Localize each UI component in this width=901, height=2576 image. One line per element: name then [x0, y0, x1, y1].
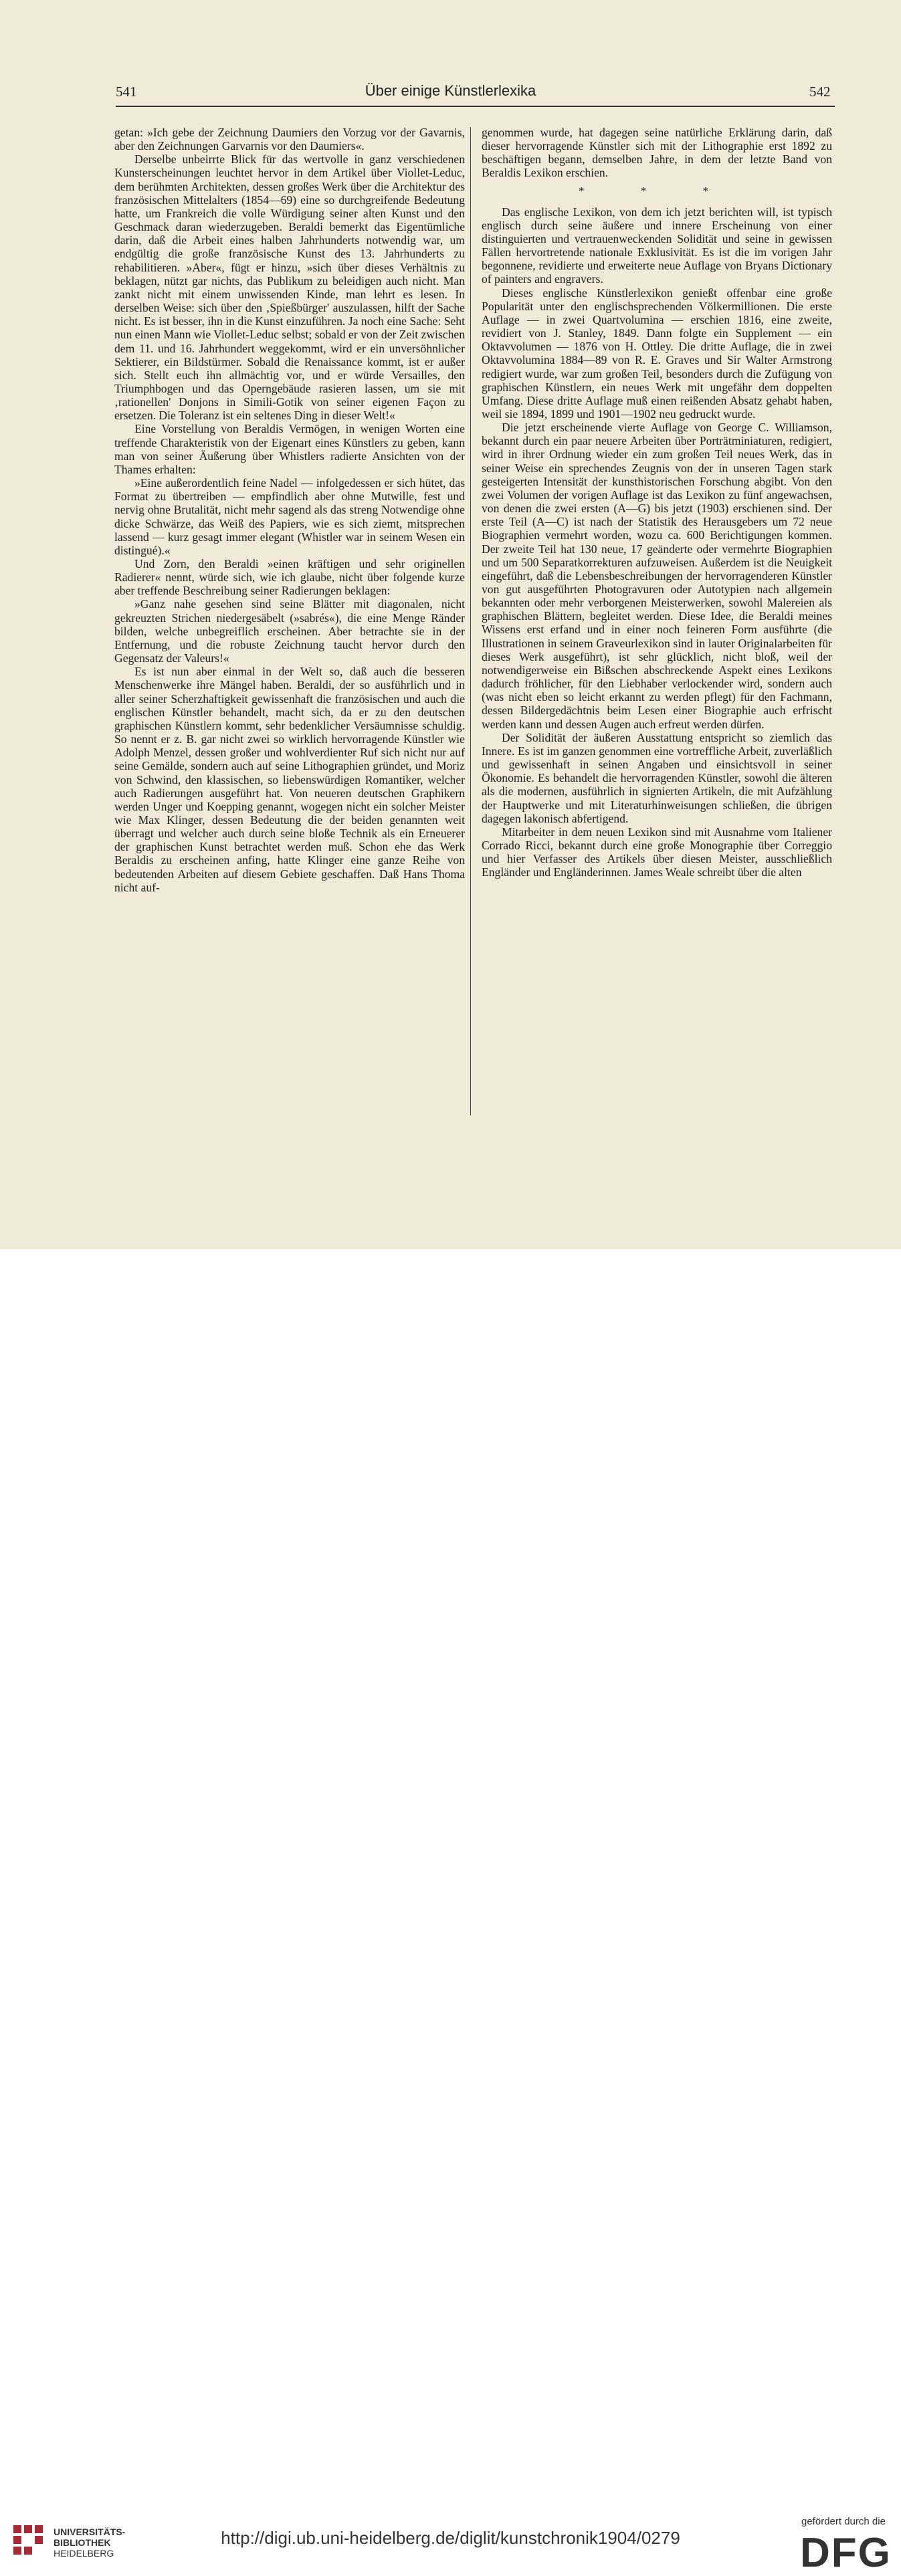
- page-number-left: 541: [116, 84, 137, 100]
- quote-paragraph: »Ganz nahe gesehen sind seine Blätter mit diagonalen, nicht gekreuzten Strichen niedergesäbelt (»sabrés«), die eine Menge Ränder bilden, welche unbegreiflich erscheinen. Aber betrachte sie in der Entfernung, und die robuste Zeichnung taucht hervor durch den Gegensatz der Valeurs!«: [114, 597, 465, 665]
- library-name-line: UNIVERSITÄTS-: [54, 2527, 126, 2537]
- paragraph: Es ist nun aber einmal in der Welt so, daß auch die besseren Menschenwerke ihre Mängel haben. Beraldi, der so ausführlich und in aller seiner Scherzhaftigkeit gewissenhaft die französischen und auch die englischen Künstler behandelt, macht sich, da er zu den deutschen graphischen Künstlern kommt, sehr bedenklicher Versäumnisse schuldig. So nennt er z. B. gar nicht zwei so wirklich hervorragende Künstler wie Adolph Menzel, dessen großer und wohlverdienter Ruf sich nicht nur auf seine Gemälde, sondern auch auf seine Lithographien gründet, und Moriz von Schwind, den klassischen, so liebenswürdigen Romantiker, welcher auch Radierungen ausgeführt hat. Von neueren deutschen Graphikern werden Unger und Koepping genannt, wogegen nicht ein solcher Meister wie Max Klinger, dessen Bedeutung die der beiden genannten weit überragt und welcher auch durch seine bloße Technik als ein Erneuerer der graphischen Kunst betrachtet werden muß. Schon ehe das Werk Beraldis zu erscheinen anfing, hatte Klinger eine ganze Reihe von bedeutenden Arbeiten auf diesem Gebiete geschaffen. Daß Hans Thoma nicht auf-: [114, 665, 465, 894]
- running-title: Über einige Künstlerlexika: [365, 82, 536, 99]
- paragraph: Derselbe unbeirrte Blick für das wertvolle in ganz verschiedenen Kunsterscheinungen leuchtet hervor in dem Artikel über Viollet-Leduc, dem berühmten Architekten, dessen großes Werk über die Architektur des französischen Mittelalters (1854—69) eine so durchgreifende Bedeutung hatte, um Frankreich die volle Würdigung seiner alten Kunst und den Geschmack daran wiederzugeben. Beraldi bemerkt das Eigentümliche darin, daß die Arbeit eines halben Jahrhunderts notwendig war, um endgültig die große französische Kunst des 13. Jahrhunderts zu rehabilitieren. »Aber«, fügt er hinzu, »sich über dieses Verhältnis zu beklagen, nützt gar nichts, das Publikum zu beleidigen auch nicht. Man zankt nicht mit einem unwissenden Kinde, man lehrt es lesen. In derselben Weise: sich über den ‚Spießbürger' auszulassen, hilft der Sache nicht. Es ist besser, ihn in die Kunst einzuführen. Ja noch eine Sache: Seht nun einen Mann wie Viollet-Leduc selbst; sobald er von der Zeit zwischen dem 11. und 16. Jahrhundert weggekommt, wird er ein unversöhnlicher Sektierer, ein Bildstürmer. Sobald die Renaissance kommt, ist er außer sich. Stellt euch ihn allmächtig vor, und er würde Versailles, den Triumphbogen und das Operngebäude rasieren lassen, um sie mit ‚rationellen' Donjons in Simili-Gotik von seiner eigenen Façon zu ersetzen. Die Toleranz ist ein seltenes Ding in dieser Welt!«: [114, 152, 465, 423]
- quote-paragraph: »Eine außerordentlich feine Nadel — infolgedessen er sich hütet, das Format zu übertreiben — empfindlich aber ohne Mutwille, fest und nervig ohne Brutalität, nicht mehr sagend als das streng Notwendige ohne dicke Schwärze, das Weiß des Papiers, wie es sich ziemt, mitsprechen lassend — kurz gesagt immer elegant (Whistler war in seinem Wesen ein distingué).«: [114, 476, 465, 557]
- paragraph: Das englische Lexikon, von dem ich jetzt berichten will, ist typisch englisch durch seine äußere und innere Erscheinung von einer distinguierten und vertrauenweckenden Solidität und seine in gewissen Fällen hervortretende nationale Exklusivität. Es ist die im vorigen Jahr begonnene, revidierte und erweiterte neue Auflage von Bryans Dictionary of painters and engravers.: [482, 205, 832, 286]
- paragraph: genommen wurde, hat dagegen seine natürliche Erklärung darin, daß dieser hervorragende Künstler sich mit der Lithographie erst 1892 zu beschäftigen begann, demselben Jahre, in dem der letzte Band von Beraldis Lexikon erschien.: [482, 126, 832, 180]
- section-separator: * * *: [579, 184, 735, 197]
- source-url-link[interactable]: http://digi.ub.uni-heidelberg.de/diglit/kunstchronik1904/0279: [221, 2528, 680, 2548]
- scanned-page: [0, 0, 901, 1249]
- funding-label: gefördert durch die: [801, 2516, 886, 2527]
- footer-bar: [0, 1249, 901, 2576]
- paragraph: Mitarbeiter in dem neuen Lexikon sind mit Ausnahme vom Italiener Corrado Ricci, bekannt durch eine große Monographie über Correggio und hier Verfasser des Artikels über diesen Meister, ausschließlich Engländer und Engländerinnen. James Weale schreibt über die alten: [482, 825, 832, 879]
- paragraph: Der Solidität der äußeren Ausstattung entspricht so ziemlich das Innere. Es ist im ganzen genommen eine vortreffliche Arbeit, zuverläßlich und gewissenhaft in seinen Angaben und einsichtsvoll in seiner Ökonomie. Es behandelt die hervorragenden Künstler, sowohl die älteren als die modernen, ausführlich in signierten Artikeln, die mit Aufzählung der Hauptwerke und mit Literaturhinweisungen schließen, die übrigen dagegen lakonisch abfertigend.: [482, 730, 832, 825]
- header-rule: [116, 106, 835, 107]
- library-name-line: HEIDELBERG: [54, 2548, 114, 2559]
- paragraph: getan: »Ich gebe der Zeichnung Daumiers den Vorzug vor der Gavarnis, aber den Zeichnungen Garvarnis vor den Daumiers«.: [114, 126, 465, 153]
- column-divider: [470, 127, 471, 1115]
- paragraph: Und Zorn, den Beraldi »einen kräftigen und sehr originellen Radierer« nennt, würde sich, wie ich glaube, nicht über folgende kurze aber treffende Beschreibung seiner Radierungen beklagen:: [114, 557, 465, 598]
- page-number-right: 542: [809, 84, 831, 100]
- dfg-logo: DFG: [800, 2530, 892, 2576]
- paragraph: Die jetzt erscheinende vierte Auflage von George C. Williamson, bekannt durch ein paar neuere Arbeiten über Porträtminiaturen, redigiert, wird in ihrer Ordnung wieder ein zum großen Teil neues Werk, das in seiner Weise ein sprechendes Zeugnis von der in unseren Tagen stark gesteigerten Intensität der kunsthistorischen Forschung abgibt. Von den zwei Volumen der vorigen Auflage ist das Lexikon zu fünf angewachsen, von denen die zwei ersten (A—G) bis jetzt (1903) erschienen sind. Der erste Teil (A—C) ist nach der Statistik des Herausgebers um 72 neue Biographien vermehrt worden, wozu ca. 600 Berichtigungen kommen. Der zweite Teil hat 130 neue, 17 geänderte oder vermehrte Biographien und um 500 Separatkorrekturen aufzuweisen. Außerdem ist die Neuigkeit eingeführt, daß die Lebensbeschreibungen der hervorragenderen Künstler von gut ausgeführten Photogravuren oder Autotypien nach allgemein bekannten oder mehr verborgenen Meisterwerken, sowohl Malereien als graphischen Blättern, begleitet werden. Diese Idee, die Beraldi meines Wissens erst erfand und in einer noch feineren Form ausführte (die Illustrationen in seinem Graveurlexikon sind in lauter Originalarbeiten für dieses Werk ausgeführt), ist sehr glücklich, nicht bloß, weil der notwendigerweise ein Bißschen abschreckende Aspekt eines Lexikons dadurch fröhlicher, für den Liebhaber verlockender wird, sondern auch (was nicht eben so leicht erkannt zu werden pflegt) für den Fachmann, dessen Bildergedächtnis beim Lesen einer Biographie auch erfrischt werden kann und dessen Augen auch erfreut werden dürfen.: [482, 421, 832, 731]
- library-name-line: BIBLIOTHEK: [54, 2537, 111, 2548]
- paragraph: Eine Vorstellung von Beraldis Vermögen, in wenigen Worten eine treffende Charakteristik von der Eigenart eines Künstlers zu geben, kann man von seiner Äußerung über Whistlers radierte Ansichten von der Thames erhalten:: [114, 422, 465, 476]
- right-column: [482, 126, 832, 1115]
- left-column: [114, 126, 465, 1115]
- paragraph: Dieses englische Künstlerlexikon genießt offenbar eine große Popularität unter den englischsprechenden Völkermillionen. Die erste Auflage — in zwei Quartvolumina — erschien 1816, eine zweite, revidiert von J. Stanley, 1849. Dann folgte ein Supplement — ein Oktavvolumen — 1876 von H. Ottley. Die dritte Auflage, die in zwei Oktavvolumina 1884—89 von R. E. Graves und Sir Walter Armstrong redigiert wurde, war zum großen Teil, besonders durch die Zufügung von graphischen Künstlern, ein neues Werk mit ungefähr dem doppelten Umfang. Diese dritte Auflage muß einen reißenden Absatz gehabt haben, weil sie 1894, 1899 und 1901—1902 neu gedruckt wurde.: [482, 286, 832, 421]
